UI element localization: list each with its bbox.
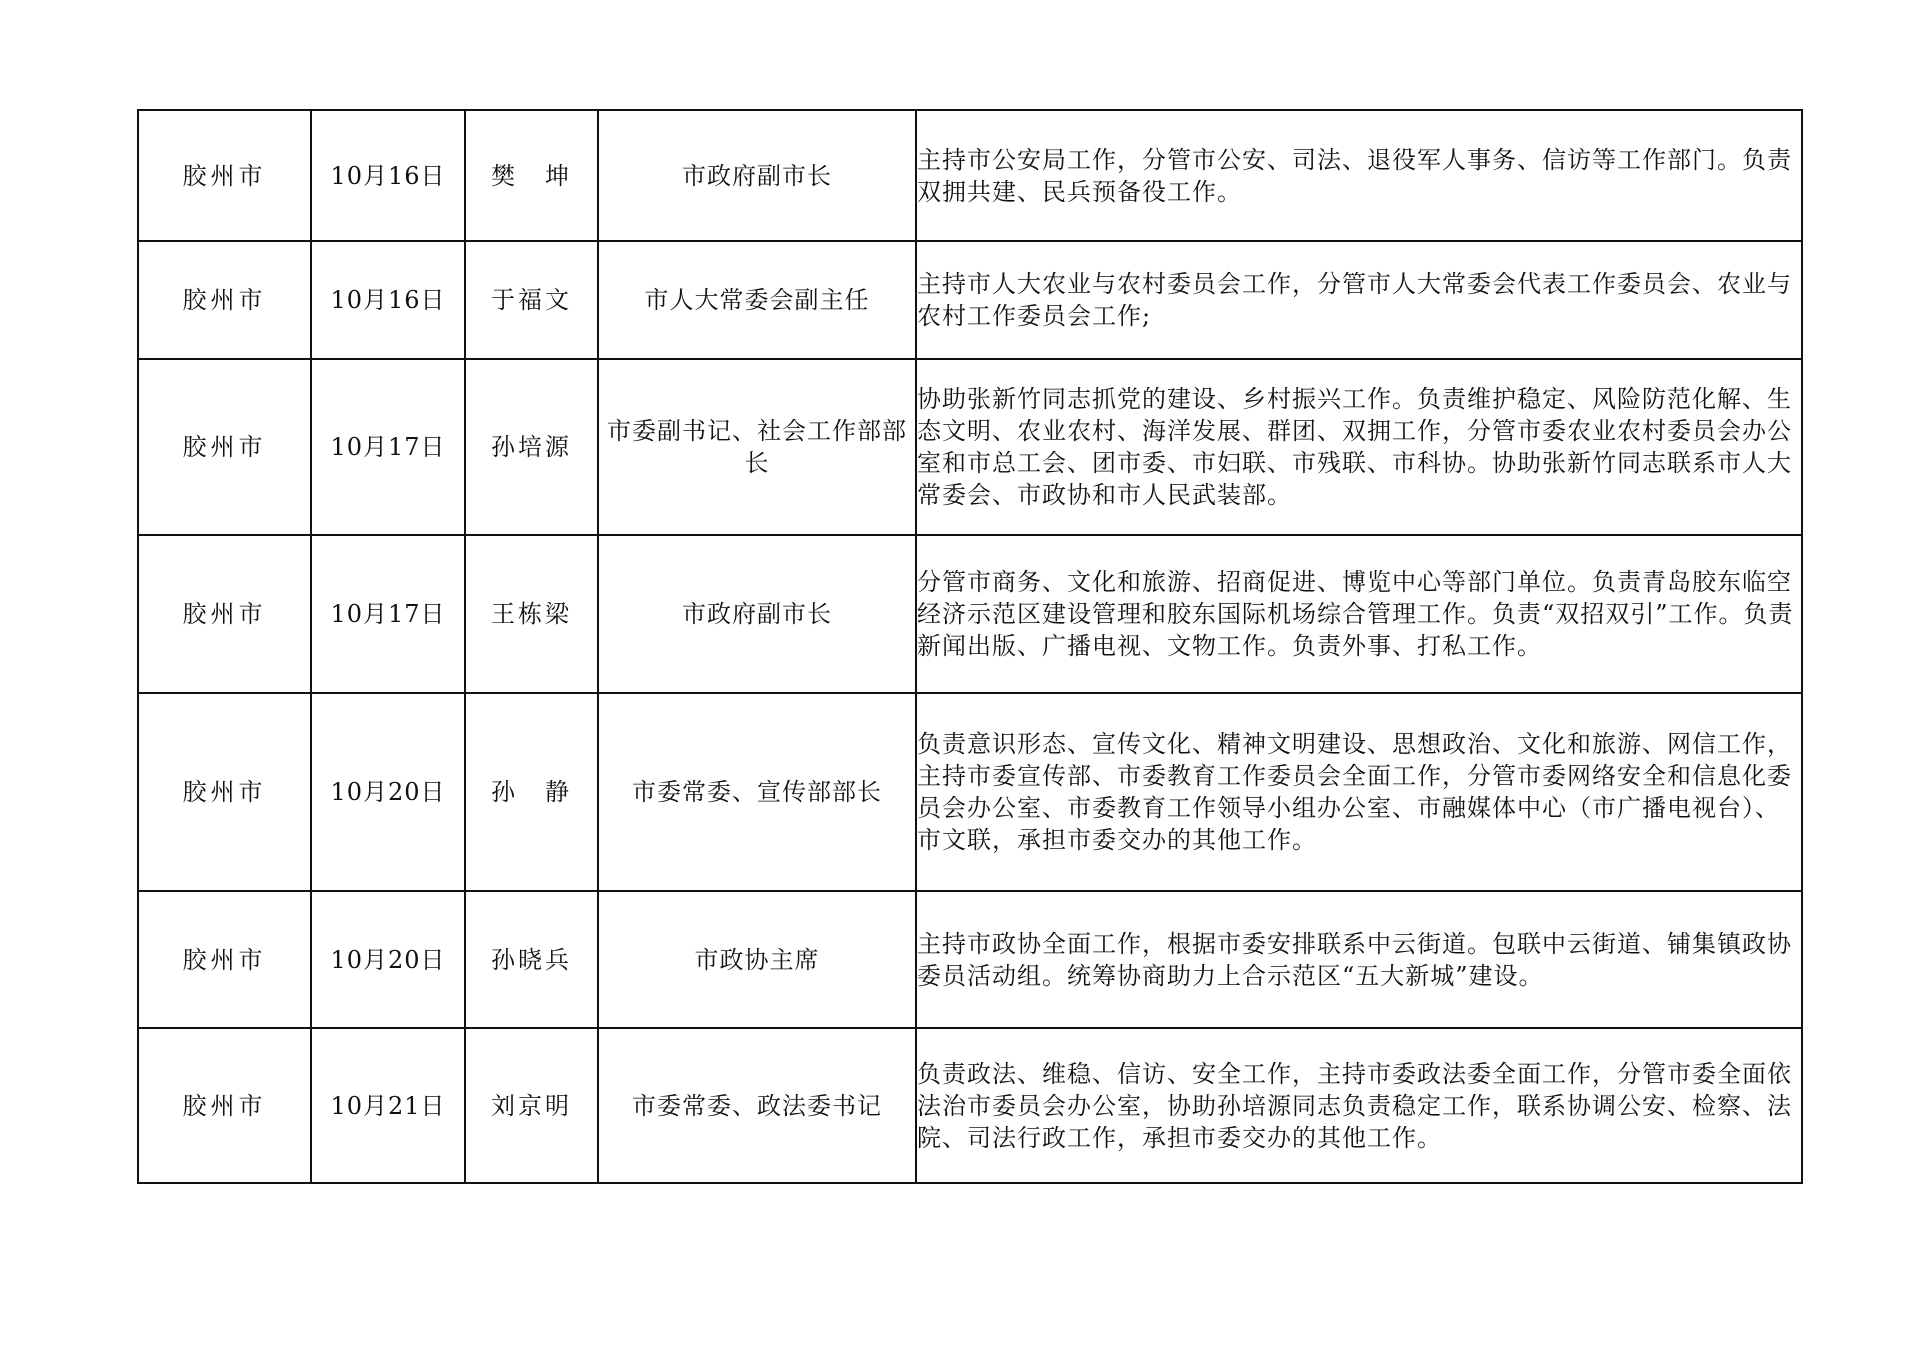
duties-cell: 主持市政协全面工作，根据市委安排联系中云街道。包联中云街道、铺集镇政协委员活动组。统筹协商助力上合示范区“五大新城”建设。 (916, 891, 1802, 1028)
reception-schedule-table (137, 109, 1803, 1184)
date-cell: 10月20日 (311, 891, 465, 1028)
duties-cell: 负责政法、维稳、信访、安全工作，主持市委政法委全面工作，分管市委全面依法治市委员会办公室，协助孙培源同志负责稳定工作，联系协调公安、检察、法院、司法行政工作，承担市委交办的其他工作。 (916, 1028, 1802, 1183)
name-cell: 王栋梁 (465, 535, 598, 693)
date-cell: 10月21日 (311, 1028, 465, 1183)
date-cell: 10月17日 (311, 359, 465, 535)
position-cell: 市政府副市长 (598, 110, 916, 241)
city-cell: 胶州市 (138, 359, 311, 535)
name-cell: 孙 静 (465, 693, 598, 891)
city-cell: 胶州市 (138, 1028, 311, 1183)
name-cell: 于福文 (465, 241, 598, 359)
table-row (138, 241, 1802, 359)
duties-cell: 分管市商务、文化和旅游、招商促进、博览中心等部门单位。负责青岛胶东临空经济示范区建设管理和胶东国际机场综合管理工作。负责“双招双引”工作。负责新闻出版、广播电视、文物工作。负责外事、打私工作。 (916, 535, 1802, 693)
position-cell: 市委常委、政法委书记 (598, 1028, 916, 1183)
date-cell: 10月17日 (311, 535, 465, 693)
date-cell: 10月16日 (311, 110, 465, 241)
name-cell: 樊 坤 (465, 110, 598, 241)
duties-cell: 负责意识形态、宣传文化、精神文明建设、思想政治、文化和旅游、网信工作，主持市委宣传部、市委教育工作委员会全面工作，分管市委网络安全和信息化委员会办公室、市委教育工作领导小组办公室、市融媒体中心（市广播电视台）、市文联，承担市委交办的其他工作。 (916, 693, 1802, 891)
duties-cell: 主持市人大农业与农村委员会工作，分管市人大常委会代表工作委员会、农业与农村工作委员会工作; (916, 241, 1802, 359)
table-row (138, 891, 1802, 1028)
name-cell: 孙晓兵 (465, 891, 598, 1028)
table-row (138, 693, 1802, 891)
position-cell: 市委副书记、社会工作部部长 (598, 359, 916, 535)
city-cell: 胶州市 (138, 535, 311, 693)
position-cell: 市人大常委会副主任 (598, 241, 916, 359)
table-row (138, 110, 1802, 241)
name-cell: 孙培源 (465, 359, 598, 535)
table-row (138, 359, 1802, 535)
name-cell: 刘京明 (465, 1028, 598, 1183)
date-cell: 10月16日 (311, 241, 465, 359)
table-row (138, 1028, 1802, 1183)
position-cell: 市委常委、宣传部部长 (598, 693, 916, 891)
table-row (138, 535, 1802, 693)
city-cell: 胶州市 (138, 693, 311, 891)
duties-cell: 协助张新竹同志抓党的建设、乡村振兴工作。负责维护稳定、风险防范化解、生态文明、农业农村、海洋发展、群团、双拥工作，分管市委农业农村委员会办公室和市总工会、团市委、市妇联、市残联、市科协。协助张新竹同志联系市人大常委会、市政协和市人民武装部。 (916, 359, 1802, 535)
duties-cell: 主持市公安局工作，分管市公安、司法、退役军人事务、信访等工作部门。负责双拥共建、民兵预备役工作。 (916, 110, 1802, 241)
date-cell: 10月20日 (311, 693, 465, 891)
city-cell: 胶州市 (138, 891, 311, 1028)
city-cell: 胶州市 (138, 241, 311, 359)
position-cell: 市政协主席 (598, 891, 916, 1028)
city-cell: 胶州市 (138, 110, 311, 241)
position-cell: 市政府副市长 (598, 535, 916, 693)
